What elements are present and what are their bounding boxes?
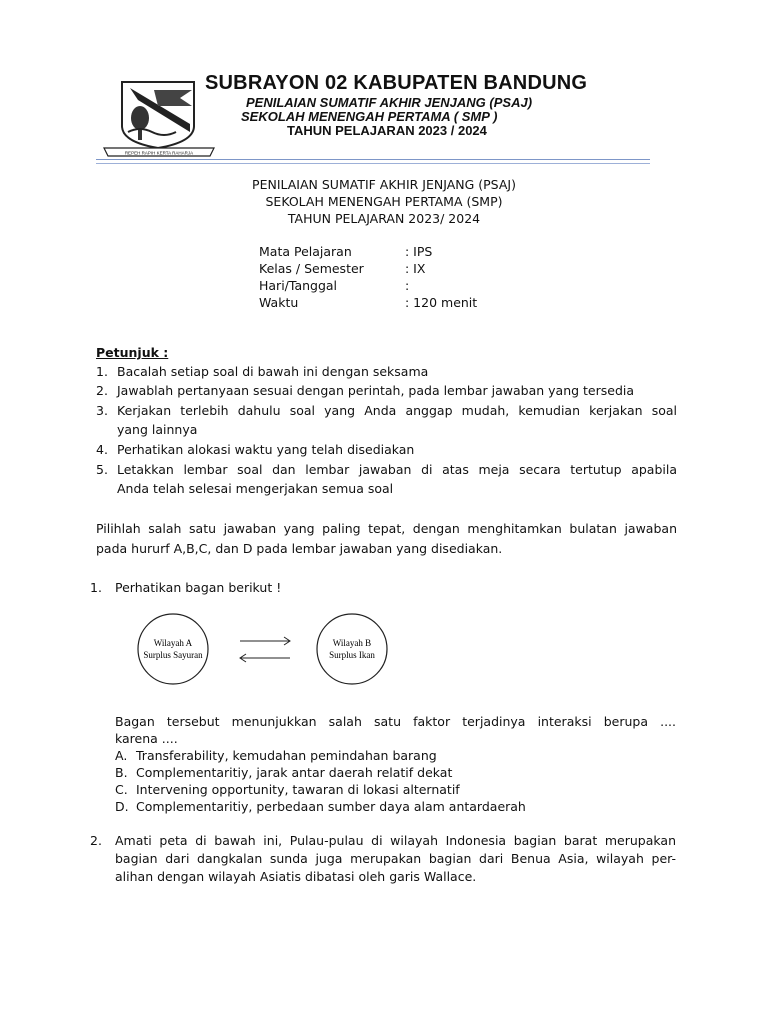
q1-option-c-text: Intervening opportunity, tawaran di lokasi alternatif — [136, 782, 460, 797]
region-a-circle — [138, 614, 208, 684]
q2-line-1: Amati peta di bawah ini, Pulau-pulau di wilayah Indonesia bagian barat merupakan — [115, 833, 676, 848]
region-b-label: Wilayah B — [332, 638, 372, 648]
info-label-class: Kelas / Semester — [259, 261, 364, 276]
q2-number: 2. — [90, 833, 102, 848]
info-value-time: : 120 menit — [405, 295, 478, 310]
q1-option-c-letter: C. — [115, 782, 128, 797]
heading-line-3: TAHUN PELAJARAN 2023/ 2024 — [287, 211, 481, 226]
info-label-subject: Mata Pelajaran — [259, 244, 352, 259]
petunjuk-item-4: Perhatikan alokasi waktu yang telah disediakan — [117, 442, 415, 457]
petunjuk-item-5: Letakkan lembar soal dan lembar jawaban di atas meja secara tertutup apabila — [117, 462, 677, 477]
q1-number: 1. — [90, 580, 102, 595]
instruction-line-2: pada hururf A,B,C, dan D pada lembar jawaban yang disediakan. — [96, 541, 503, 556]
petunjuk-item-5-cont: Anda telah selesai mengerjakan semua soal — [117, 481, 394, 496]
petunjuk-number-4: 4. — [96, 442, 108, 457]
letterhead-line-2: SEKOLAH MENENGAH PERTAMA ( SMP ) — [241, 109, 498, 124]
info-value-subject: : IPS — [405, 244, 433, 259]
arrow-right-icon — [240, 637, 290, 645]
region-b-circle — [317, 614, 387, 684]
info-value-date: : — [405, 278, 410, 293]
instruction-line-1: Pilihlah salah satu jawaban yang paling tepat, dengan menghitamkan bulatan jawaban — [96, 521, 677, 536]
q1-option-b-text: Complementaritiy, jarak antar daerah relatif dekat — [136, 765, 453, 780]
school-logo — [100, 76, 218, 162]
petunjuk-item-3: Kerjakan terlebih dahulu soal yang Anda anggap mudah, kemudian kerjakan soal — [117, 403, 677, 418]
q1-option-d-text: Complementaritiy, perbedaan sumber daya alam antardaerah — [136, 799, 526, 814]
q1-option-b-letter: B. — [115, 765, 128, 780]
petunjuk-number-5: 5. — [96, 462, 108, 477]
petunjuk-item-2: Jawablah pertanyaan sesuai dengan perintah, pada lembar jawaban yang tersedia — [117, 383, 635, 398]
petunjuk-item-3-cont: yang lainnya — [117, 422, 198, 437]
petunjuk-title: Petunjuk : — [96, 345, 169, 360]
q1-stem-line-2: karena .... — [115, 731, 178, 746]
q1-prompt: Perhatikan bagan berikut ! — [115, 580, 282, 595]
info-value-class: : IX — [405, 261, 426, 276]
letterhead-title: SUBRAYON 02 KABUPATEN BANDUNG — [205, 72, 588, 94]
region-a-sublabel: Surplus Sayuran — [143, 650, 203, 660]
q1-diagram — [130, 612, 420, 688]
q2-line-3: alihan dengan wilayah Asiatis dibatasi oleh garis Wallace. — [115, 869, 477, 884]
petunjuk-number-2: 2. — [96, 383, 108, 398]
letterhead-divider-bottom — [96, 163, 650, 164]
petunjuk-number-1: 1. — [96, 364, 108, 379]
info-label-time: Waktu — [259, 295, 299, 310]
letterhead-line-1: PENILAIAN SUMATIF AKHIR JENJANG (PSAJ) — [246, 95, 533, 110]
heading-line-2: SEKOLAH MENENGAH PERTAMA (SMP) — [265, 194, 503, 209]
logo-motto: REPEH RAPIH KERTA RAHARJA — [124, 150, 194, 156]
q1-option-d-letter: D. — [115, 799, 129, 814]
region-a-label: Wilayah A — [153, 638, 193, 648]
q2-line-2: bagian dari dangkalan sunda juga merupakan bagian dari Benua Asia, wilayah per- — [115, 851, 676, 866]
q1-stem-line-1: Bagan tersebut menunjukkan salah satu faktor terjadinya interaksi berupa .... — [115, 714, 676, 729]
letterhead-divider-top — [96, 159, 650, 160]
petunjuk-number-3: 3. — [96, 403, 108, 418]
petunjuk-item-1: Bacalah setiap soal di bawah ini dengan seksama — [117, 364, 429, 379]
heading-line-1: PENILAIAN SUMATIF AKHIR JENJANG (PSAJ) — [252, 177, 516, 192]
q1-option-a-letter: A. — [115, 748, 128, 763]
region-b-sublabel: Surplus Ikan — [329, 650, 375, 660]
letterhead-line-3: TAHUN PELAJARAN 2023 / 2024 — [287, 123, 487, 138]
info-label-date: Hari/Tanggal — [259, 278, 338, 293]
q1-option-a-text: Transferability, kemudahan pemindahan barang — [136, 748, 437, 763]
arrow-left-icon — [240, 654, 290, 662]
